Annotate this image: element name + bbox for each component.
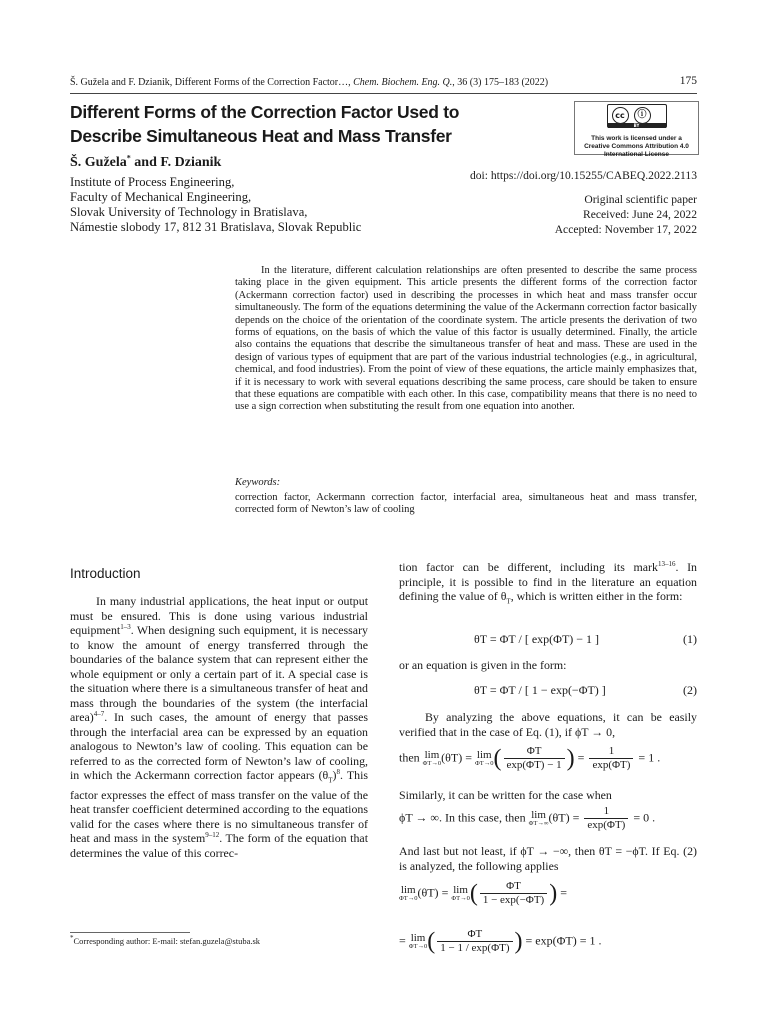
limit-operator: lim ΦT→0 [475, 749, 494, 767]
cc-icon: cc [612, 107, 629, 124]
limit-operator: lim ΦT→0 [408, 932, 428, 950]
authors [70, 155, 221, 171]
fraction: $\frac{\Phi T}{1 - 1 / \exp(\Phi T)}$ [437, 928, 512, 955]
article-title: Different Forms of the Correction Factor Used to Describe Simultaneous Heat and Mass Transfer [70, 102, 460, 146]
right-paragraph-5: And last but not least, if ϕT → −∞, then θT = −ϕT. If Eq. (2) is analyzed, the following applies [399, 844, 697, 873]
limit-operator: lim ΦT→0 [399, 884, 418, 902]
affiliation-line: Námestie slobody 17, 812 31 Bratislava, Slovak Republic [70, 220, 362, 234]
accepted-date: Accepted: November 17, 2022 [554, 223, 697, 236]
header-rule [70, 93, 697, 94]
received-date: Received: June 24, 2022 [583, 208, 697, 221]
footnote: *Corresponding author: E-mail: stefan.guzela@stuba.sk [70, 934, 261, 946]
fraction: $\frac{\Phi T}{1 - \exp(-\Phi T)}$ [480, 880, 547, 907]
right-paragraph-4: Similarly, it can be written for the case when [399, 788, 612, 802]
equation-2-number: (2) [683, 683, 697, 697]
abstract: In the literature, different calculation relationships are often presented to describe the same process taking place in the given equipment. This article presents the different forms of the correction factor (Ackermann correction factor) used in describing the processes in which heat and mass transfer occur simultaneously. The form of the equations determining the value of the Ackermann correction factor basically depends on the choice of the orientation of the coordinate system. The article presents the derivation of two forms of equations, on the basis of which the value of this factor is usually determined. Finally, the article also contains the equations that describe the simultaneous transfer of heat and mass. These are used in the design of various types of equipment that are part of the various industrial technologies (e.g., in agricultural, chemical, and food industries). From the point of view of these equations, the article mainly emphasizes that, if it is necessary to work with several equations describing the same process, care should be taken to ensure that these equations are compatible with each other. In this case, compatibility means that there is no need to use a sign correction when substituting the result from one equation into another. [235, 265, 697, 413]
then-text: then [399, 750, 420, 765]
by-label: BY [608, 123, 666, 128]
left-column [70, 594, 368, 860]
fraction: $\frac{1}{\exp(\Phi T)}$ [589, 745, 633, 772]
corresponding-mark: * [126, 153, 131, 163]
limit-operator: lim ΦT→∞ [528, 809, 549, 827]
right-paragraph-1: tion factor can be different, including its mark$^{13-16}$. In principle, it is possible to find in the literature an equation defining the value of $\theta_T$, which is written either in the form: [399, 560, 697, 606]
limit-equation-4: = lim ΦT→0 ( $\frac{\Phi T}{1 - 1 / \exp(\Phi T)}$ ) = exp(ΦT) = 1 . [399, 928, 602, 955]
intro-paragraph: In many industrial applications, the heat input or output must be ensured. This is done using various industrial equipment$^{1-3}$. When designing such equipment, it is necessary to know the amount of energy transferred through the boundaries of the balance system that can represent either the whole equipment or only a certain part of it. A special case is the situation where there is a simultaneous transfer of heat and mass through the boundaries of the system (the interfacial area)$^{4-7}$. In such cases, the amount of energy that passes through the interfacial area can be expressed by an equation analogous to Newton’s law of cooling. This equation can be referred to as the corrected form of Newton’s law of cooling, in which the Ackermann correction factor appears $(\theta_T)^8$. This factor expresses the effect of mass transfer on the value of the heat transfer coefficient determined according to the equations valid for the cases where there is no simultaneous transfer of heat and mass in the system$^{9-12}$. The form of the equation that determines the value of this correc- [70, 594, 368, 860]
license-text [575, 135, 698, 159]
keywords-text: correction factor, Ackermann correction factor, interfacial area, simultaneous heat and mass transfer, corrected form of Newton’s law of cooling [235, 492, 697, 516]
case-text: ϕT → ∞. In this case, then [399, 810, 526, 825]
affiliation-line: Faculty of Mechanical Engineering, [70, 190, 252, 204]
right-paragraph-3: By analyzing the above equations, it can be easily verified that in the case of Eq. (1), if ϕT → 0, [399, 710, 697, 739]
author-1: Š. Gužela [70, 155, 127, 170]
license-line-3[interactable]: International License [603, 151, 670, 158]
affiliation-line: Institute of Process Engineering, [70, 175, 235, 189]
limit-equation-2: ϕT → ∞. In this case, then lim ΦT→∞ (θT) = $\frac{1}{\exp(\Phi T)}$ = 0 . [399, 805, 656, 831]
license-box[interactable] [574, 101, 699, 158]
right-paragraph-2: or an equation is given in the form: [399, 658, 567, 672]
footnote-rule [70, 932, 190, 933]
license-line-2[interactable]: Creative Commons Attribution 4.0 [584, 143, 689, 150]
running-head-volume: , 36 (3) 175–183 (2022) [452, 77, 549, 88]
right-column [399, 560, 697, 1020]
author-2: and F. Dzianik [130, 155, 222, 170]
keywords-label: Keywords: [235, 477, 281, 488]
running-head [70, 77, 697, 88]
running-head-journal: Chem. Biochem. Eng. Q. [353, 77, 453, 88]
attribution-icon: ⓘ [634, 107, 651, 124]
doi-link[interactable]: doi: https://doi.org/10.15255/CABEQ.2022.2113 [469, 169, 697, 182]
section-heading-introduction: Introduction [70, 566, 141, 581]
paper-type: Original scientific paper [584, 193, 697, 206]
affiliation-line: Slovak University of Technology in Bratislava, [70, 205, 308, 219]
page-number: 175 [679, 75, 697, 87]
equation-1-number: (1) [683, 632, 697, 646]
article-meta [555, 192, 697, 237]
license-line-1: This work is licensed under a [591, 135, 682, 142]
limit-operator: lim ΦT→0 [451, 884, 470, 902]
affiliation [70, 175, 361, 235]
fraction: $\frac{1}{\exp(\Phi T)}$ [584, 805, 628, 832]
fraction: $\frac{\Phi T}{\exp(\Phi T) - 1}$ [504, 745, 565, 772]
running-head-authors: Š. Gužela and F. Dzianik, Different Forms of the Correction Factor…, [70, 77, 351, 88]
cc-by-badge-icon[interactable] [607, 104, 667, 128]
equation-2: θT = ΦT / [ 1 − exp(−ΦT) ] [474, 683, 606, 697]
equation-1: θT = ΦT / [ exp(ΦT) − 1 ] [474, 632, 600, 646]
limit-operator: lim ΦT→0 [422, 749, 442, 767]
limit-equation-1: then lim ΦT→0 (θT) = lim ΦT→0 ( $\frac{\Phi T}{\exp(\Phi T) - 1}$ ) = $\frac{1}{\exp(\Phi T)}$ = 1 . [399, 745, 661, 772]
limit-equation-3: lim ΦT→0 (θT) = lim ΦT→0 ( $\frac{\Phi T}{1 - \exp(-\Phi T)}$ ) = [399, 880, 567, 907]
